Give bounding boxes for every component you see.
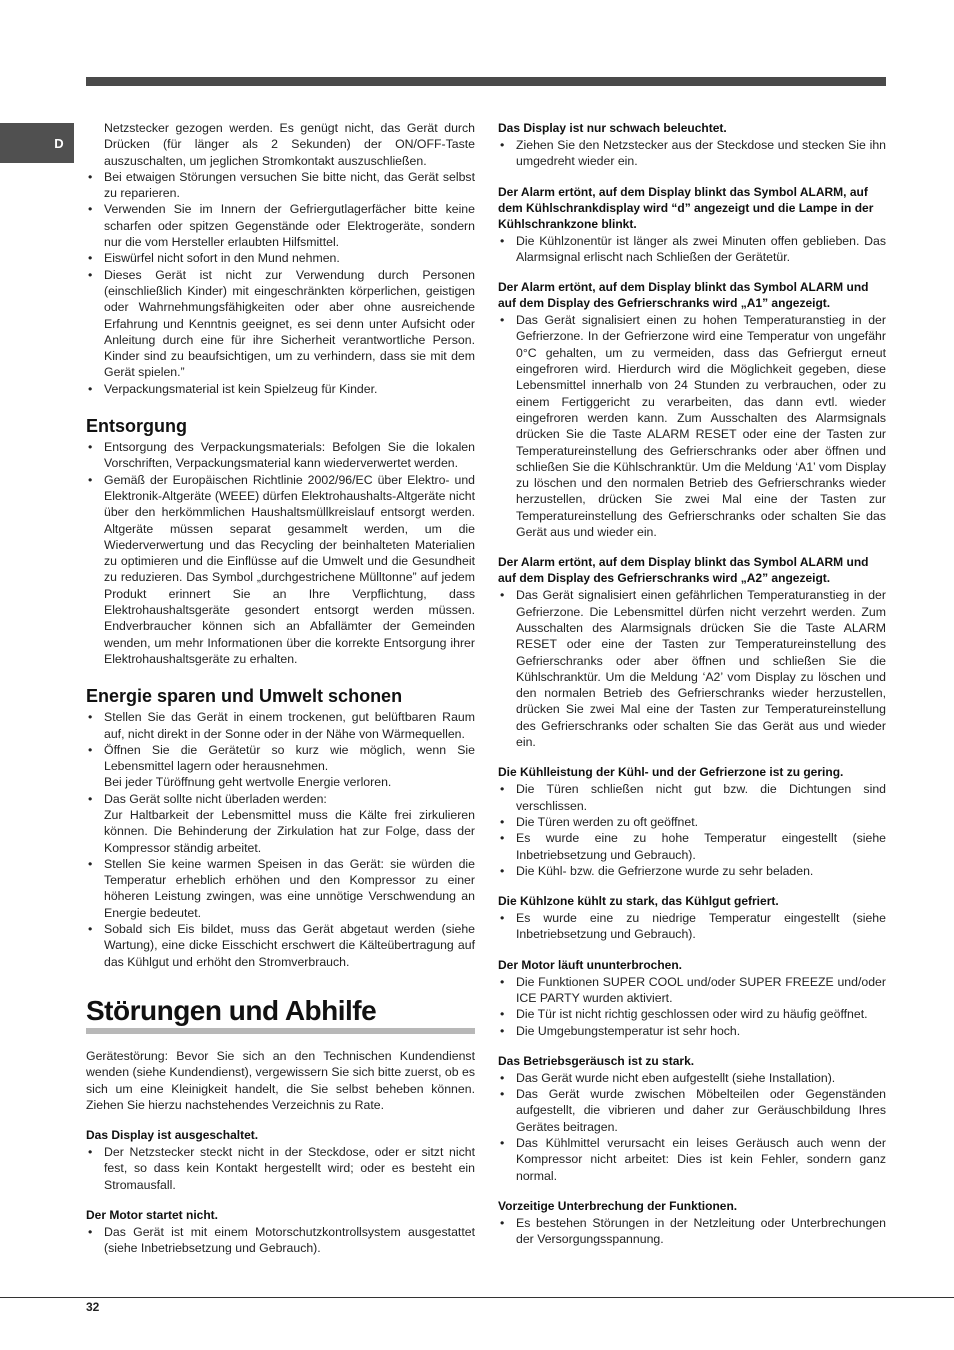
intro-continuation: Netzstecker gezogen werden. Es genügt nicht, das Gerät durch Drücken (für länger als 2 Sekunden) der ON/OFF-Taste auszuschalten, um jeglichen Stromkontakt auszuschließen.: [104, 121, 475, 168]
problem-title: Das Display ist ausgeschaltet.: [86, 1128, 259, 1143]
list-item: • Entsorgung des Verpackungsmaterials: Befolgen Sie die lokalen Vorschriften, Verpackungsmaterial kann wiederverwertet werden.: [86, 439, 475, 472]
item-text: Stellen Sie keine warmen Speisen in das Gerät: sie würden die Temperatur erheblich erhöhen und den Kompressor zu einer höheren Leistung zwingen, was eine unnötige Verschwendung an Energie bedeutet.: [104, 856, 475, 920]
problem-list: [498, 137, 886, 170]
footer-divider: [0, 1297, 954, 1298]
problem-list: [498, 974, 886, 1039]
list-item: [86, 856, 475, 921]
item-text: Stellen Sie das Gerät in einem trockenen, gut belüftbaren Raum auf, nicht direkt in der Sonne oder in der Nähe von Wärmequellen.: [104, 710, 475, 741]
list-item: • Verwenden Sie im Innern der Gefriergutlagerfächer bitte keine scharfen oder spitzen Gegenstände oder Elektrogeräte, sondern nur die vom Hersteller erlaubten Hilfsmittel.: [86, 201, 475, 250]
list-item: [86, 921, 475, 970]
list-item: • Verpackungsmaterial ist kein Spielzeug für Kinder.: [86, 381, 475, 397]
item-continuation: Bei jeder Türöffnung geht wertvolle Energie verloren.: [104, 775, 392, 790]
problem-list: [498, 1215, 886, 1248]
problem-title: Das Betriebsgeräusch ist zu stark.: [498, 1053, 695, 1068]
stoerungen-intro: Gerätestörung: Bevor Sie sich an den Technischen Kundendienst wenden (siehe Kundendienst), vergewissern Sie sich bitte zuerst, ob es sich um eine Kleinigkeit handelt, die Sie selbst beheben können. Ziehen Sie hierzu nachstehendes Verzeichnis zu Rate.: [86, 1048, 475, 1112]
problem-title: Die Kühlzone kühlt zu stark, das Kühlgut gefriert.: [498, 894, 779, 909]
problem-title: Der Motor läuft ununterbrochen.: [498, 957, 682, 972]
list-item: • Es wurde eine zu hohe Temperatur eingestellt (siehe Inbetriebsetzung und Gebrauch).: [498, 830, 886, 863]
list-item: • Das Gerät signalisiert einen gefährlichen Temperaturanstieg in der Gefrierzone. Die Lebensmittel dürfen nicht verzehrt werden. Zum Ausschalten des Alarmsignals drücken Sie die Taste ALARM RESET oder eine der Tasten zur Temperatureinstellung des Gefrierschranks oder aber öffnen und schließen Sie die Kühlschranktür. Um die Meldung ‘A2’ vom Display zu löschen und den normalen Betrieb des Gefrierschranks wieder herzustellen, drücken Sie zwei Mal eine der Tasten zur Temperatureinstellung des Gefrierschranks oder schalten Sie das Gerät aus und wieder ein.: [498, 587, 886, 750]
list-item: • Die Türen werden zu oft geöffnet.: [498, 814, 886, 830]
list-item: • Eiswürfel nicht sofort in den Mund nehmen.: [86, 250, 475, 266]
entsorgung-list: [86, 439, 475, 667]
list-item: [86, 742, 475, 791]
list-item: • Das Gerät wurde nicht eben aufgestellt (siehe Installation).: [498, 1070, 886, 1086]
list-item: • Dieses Gerät ist nicht zur Verwendung durch Personen (einschließlich Kinder) mit eingeschränkten körperlichen, geistigen oder Wahrnehmungsfähigkeiten oder aber ohne ausreichende Erfahrung und Kenntnis geeignet, es sei denn unter Aufsicht oder Anleitung durch eine für ihre Sicherheit verantwortliche Person. Kinder sind zu beaufsichtigen, um zu verhindern, dass sie mit dem Gerät spielen.”: [86, 267, 475, 381]
list-item: • Das Gerät ist mit einem Motorschutzkontrollsystem ausgestattet (siehe Inbetriebsetzung und Gebrauch).: [86, 1224, 475, 1257]
list-item: • Gemäß der Europäischen Richtlinie 2002/96/EC über Elektro- und Elektronik-Altgeräte (WEEE) dürfen Elektrohaushalts-Altgeräte nicht über den herkömmlichen Haushaltsmüllkreislauf entsorgt werden. Altgeräte müssen separat gesammelt werden, um die Wiederverwertung und das Recycling der beinhalteten Materialien zu optimieren und die Einflüsse auf die Umwelt und die Gesundheit zu reduzieren. Das Symbol „durchgestrichene Mülltonne” auf jedem Produkt erinnert Sie an Ihre Verpflichtung, dass Elektrohaushaltsgeräte gesondert entsorgt werden müssen. Endverbraucher können sich an Abfallämter der Gemeinden wenden, um mehr Informationen über die korrekte Entsorgung ihrer Elektrohaushaltsgeräte zu erhalten.: [86, 472, 475, 668]
list-item: • Die Funktionen SUPER COOL und/oder SUPER FREEZE und/oder ICE PARTY wurden aktiviert.: [498, 974, 886, 1007]
left-column: [86, 120, 475, 1257]
list-item: • Das Kühlmittel verursacht ein leises Geräusch auch wenn der Kompressor nicht arbeitet: Dies ist kein Fehler, sondern ganz normal.: [498, 1135, 886, 1184]
list-item: • Das Gerät wurde zwischen Möbelteilen oder Gegenständen aufgestellt, die vibrieren und daher zur Geräuschbildung Ihres Gerätes beitragen.: [498, 1086, 886, 1135]
page-number: 32: [86, 1300, 100, 1314]
problem-title: Der Alarm ertönt, auf dem Display blinkt das Symbol ALARM und auf dem Display des Gefrierschranks wird „A1” angezeigt.: [498, 280, 869, 311]
list-item: • Es wurde eine zu niedrige Temperatur eingestellt (siehe Inbetriebsetzung und Gebrauch).: [498, 910, 886, 943]
list-item: • Ziehen Sie den Netzstecker aus der Steckdose und stecken Sie ihn umgedreht wieder ein.: [498, 137, 886, 170]
item-continuation: Zur Haltbarkeit der Lebensmittel muss die Kälte frei zirkulieren können. Die Behinderung der Zirkulation hat zur Folge, dass der Kompressor ständig arbeitet.: [104, 807, 475, 855]
problem-title: Die Kühlleistung der Kühl- und der Gefrierzone ist zu gering.: [498, 765, 844, 780]
problem-list: [498, 910, 886, 943]
problem-title: Der Alarm ertönt, auf dem Display blinkt das Symbol ALARM und auf dem Display des Gefrierschranks wird „A2” angezeigt.: [498, 555, 869, 586]
language-tab: D: [0, 123, 74, 163]
problem-list: [86, 1144, 475, 1193]
list-item: • Die Tür ist nicht richtig geschlossen oder wird zu häufig geöffnet.: [498, 1006, 886, 1022]
item-text: Öffnen Sie die Gerätetür so kurz wie möglich, wenn Sie Lebensmittel lagern oder herausnehmen.: [104, 742, 475, 774]
problem-title: Vorzeitige Unterbrechung der Funktionen.: [498, 1198, 738, 1213]
energie-heading: Energie sparen und Umwelt schonen: [86, 686, 403, 707]
list-item: • Die Kühlzonentür ist länger als zwei Minuten offen geblieben. Das Alarmsignal erlischt nach Schließen der Gerätetür.: [498, 233, 886, 266]
entsorgung-heading: Entsorgung: [86, 416, 187, 437]
list-item: [86, 709, 475, 742]
problem-list: [86, 1224, 475, 1257]
problem-title: Der Motor startet nicht.: [86, 1208, 219, 1223]
problem-list: [498, 1070, 886, 1184]
list-item: • Das Gerät signalisiert einen zu hohen Temperaturanstieg in der Gefrierzone. In der Gefrierzone wird eine Temperatur von ungefähr 0°C gehalten, um zu vermeiden, dass das Gefriergut erneut eingefroren wird. Hierdurch wird die Möglichkeit gegeben, diese Lebensmittel innerhalb von 24 Stunden zu verbrauchen, oder zu einem Fertiggericht zu verarbeiten, das dann evtl. wieder eingefroren werden kann. Zum Ausschalten des Alarmsignals drücken Sie die Taste ALARM RESET oder eine der Tasten zur Temperatureinstellung des Gefrierschranks oder aber öffnen und schließen Sie die Kühlschranktür. Um die Meldung ‘A1’ vom Display zu löschen und den normalen Betrieb des Gefrierschranks wieder herzustellen, drücken Sie zwei Mal eine der Tasten zur Temperatureinstellung des Gefrierschranks oder schalten Sie das Gerät aus und wieder ein.: [498, 312, 886, 540]
list-item: [86, 791, 475, 856]
item-text: Das Gerät sollte nicht überladen werden:: [104, 791, 327, 806]
list-item: • Der Netzstecker steckt nicht in der Steckdose, oder er sitzt nicht fest, so dass kein Kontakt hergestellt wird; oder es besteht ein Stromausfall.: [86, 1144, 475, 1193]
item-text: Sobald sich Eis bildet, muss das Gerät abgetaut werden (siehe Wartung), eine dicke Eisschicht erschwert die Kälteübertragung auf das Kühlgut und erhöht den Stromverbrauch.: [104, 922, 475, 969]
problem-list: [498, 587, 886, 750]
right-column: [498, 120, 886, 1248]
list-item: • Bei etwaigen Störungen versuchen Sie bitte nicht, das Gerät selbst zu reparieren.: [86, 169, 475, 202]
problem-title: Das Display ist nur schwach beleuchtet.: [498, 121, 727, 135]
problem-list: [498, 781, 886, 879]
list-item: • Die Umgebungstemperatur ist sehr hoch.: [498, 1023, 886, 1039]
problem-title: Der Alarm ertönt, auf dem Display blinkt das Symbol ALARM, auf dem Kühlschrankdisplay wird “d” angezeigt und die Lampe in der Kühlschrankzone blinkt.: [498, 184, 874, 231]
list-item: • Die Türen schließen nicht gut bzw. die Dichtungen sind verschlissen.: [498, 781, 886, 814]
stoerungen-heading: Störungen und Abhilfe: [86, 994, 475, 1034]
problem-list: [498, 233, 886, 266]
energie-list: [86, 709, 475, 970]
safety-list: [86, 169, 475, 397]
list-item: • Die Kühl- bzw. die Gefrierzone wurde zu sehr beladen.: [498, 863, 886, 879]
list-item: • Es bestehen Störungen in der Netzleitung oder Unterbrechungen der Versorgungsspannung.: [498, 1215, 886, 1248]
problem-list: [498, 312, 886, 540]
header-bar: [86, 77, 886, 86]
